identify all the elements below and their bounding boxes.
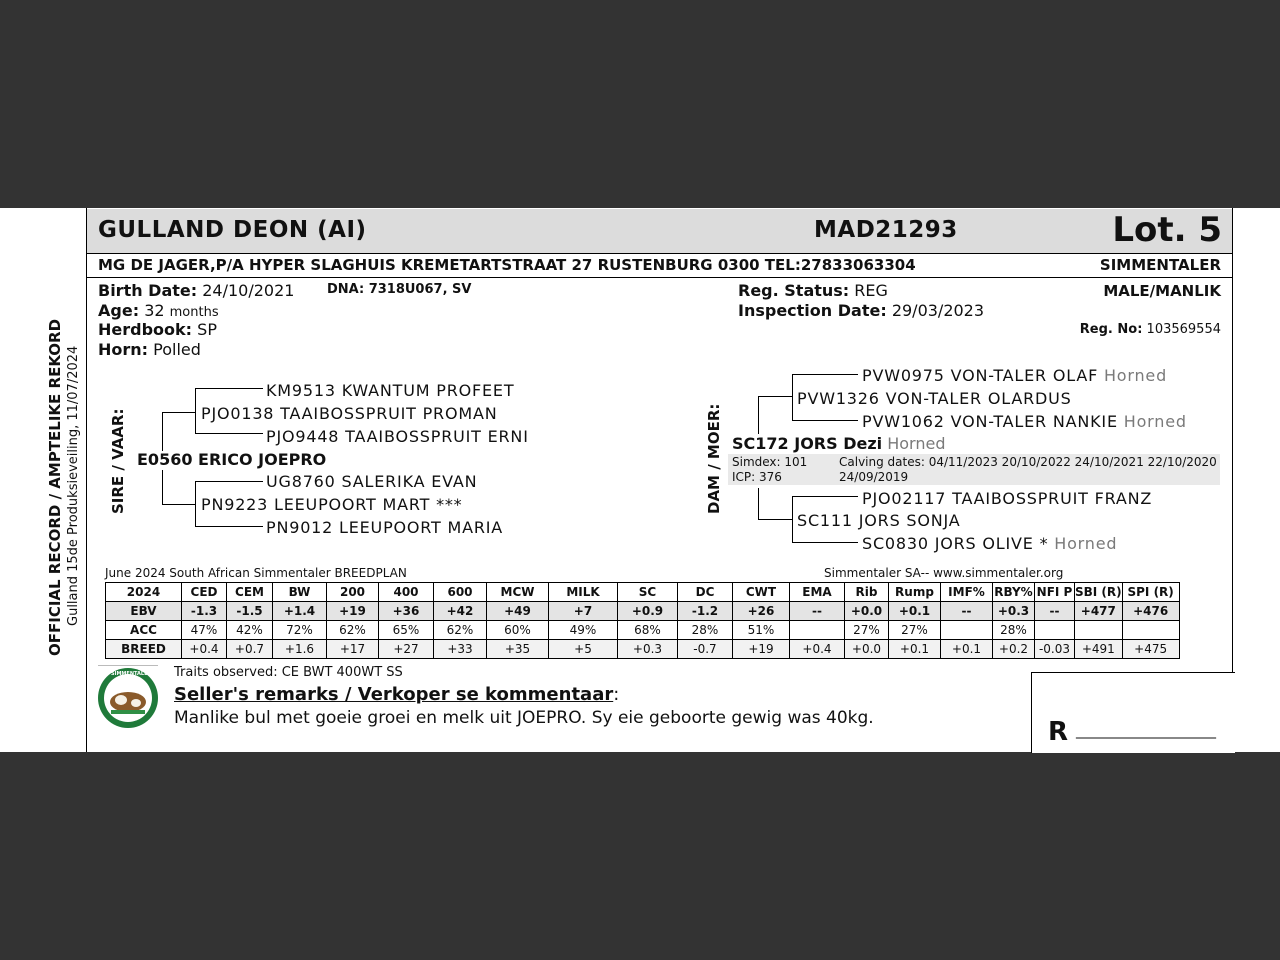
table-cell: 28% xyxy=(678,621,733,640)
dam-dam: SC111 JORS SONJA xyxy=(797,511,961,530)
lot-card xyxy=(0,208,1280,752)
icp: ICP: 376 xyxy=(732,470,782,484)
header-cell: 200 xyxy=(327,583,379,602)
owner-line: MG DE JAGER,P/A HYPER SLAGHUIS KREMETARTSTRAAT 27 RUSTENBURG 0300 TEL:27833063304 xyxy=(98,256,916,274)
table-cell xyxy=(790,621,845,640)
table-cell: 62% xyxy=(327,621,379,640)
table-cell: +0.1 xyxy=(889,602,941,621)
dam-name: SC172 JORS Dezi Horned xyxy=(732,434,946,453)
table-cell: 47% xyxy=(182,621,227,640)
remarks-text: Manlike bul met goeie groei en melk uit JOEPRO. Sy eie geboorte gewig was 40kg. xyxy=(174,708,874,728)
dds-branch xyxy=(792,496,858,497)
logo-divider xyxy=(98,665,158,666)
table-cell: 72% xyxy=(273,621,327,640)
sd-bracket xyxy=(195,481,196,527)
bid-box[interactable] xyxy=(1031,672,1235,753)
header-cell: Rump xyxy=(889,583,941,602)
table-cell: 51% xyxy=(733,621,790,640)
simmentaler-logo xyxy=(97,667,159,729)
table-cell xyxy=(1075,621,1123,640)
table-cell: +0.1 xyxy=(941,640,993,659)
dam-label: DAM / MOER: xyxy=(705,403,723,514)
table-cell xyxy=(1035,621,1075,640)
breed-name: SIMMENTALER xyxy=(1099,256,1221,274)
sex: MALE/MANLIK xyxy=(1103,282,1221,300)
header-cell: DC xyxy=(678,583,733,602)
row-label: ACC xyxy=(106,621,182,640)
header-cell: SBI (R) xyxy=(1075,583,1123,602)
ssd-branch xyxy=(195,433,263,434)
table-cell: 42% xyxy=(227,621,273,640)
row-label: EBV xyxy=(106,602,182,621)
calving-dates: Calving dates: 04/11/2023 20/10/2022 24/10/2021 22/10/2020 xyxy=(839,455,1217,469)
dna-info: DNA: 7318U067, SV xyxy=(327,282,472,297)
sire-dam-sire: UG8760 SALERIKA EVAN xyxy=(266,472,478,491)
breedplan-website: Simmentaler SA-- www.simmentaler.org xyxy=(824,566,1064,580)
table-cell: +36 xyxy=(379,602,434,621)
sss-branch xyxy=(195,388,263,389)
header-cell: CED xyxy=(182,583,227,602)
inspection-date: Inspection Date: 29/03/2023 xyxy=(738,301,985,320)
dam-sire-sire: PVW0975 VON-TALER OLAF Horned xyxy=(862,366,1168,385)
sire-dam-dam: PN9012 LEEUPOORT MARIA xyxy=(266,518,504,537)
traits-observed: Traits observed: CE BWT 400WT SS xyxy=(174,665,403,680)
table-cell: +476 xyxy=(1122,602,1179,621)
dam-branch-top xyxy=(758,396,792,397)
table-cell: +42 xyxy=(434,602,487,621)
table-cell: +17 xyxy=(327,640,379,659)
table-cell: +0.7 xyxy=(227,640,273,659)
table-cell: 68% xyxy=(618,621,678,640)
header-cell: MILK xyxy=(549,583,618,602)
table-cell: +0.2 xyxy=(993,640,1035,659)
table-cell: 62% xyxy=(434,621,487,640)
header-cell: EMA xyxy=(790,583,845,602)
sire-bracket-bottom xyxy=(162,470,163,505)
sire-sire-dam: PJO9448 TAAIBOSSPRUIT ERNI xyxy=(266,427,529,446)
sdd-branch xyxy=(195,526,263,527)
table-cell xyxy=(1122,621,1179,640)
row-label: BREED xyxy=(106,640,182,659)
simdex: Simdex: 101 xyxy=(732,455,808,469)
official-record-label: OFFICIAL RECORD / AMPTELIKE REKORD xyxy=(46,318,64,656)
table-cell: +0.0 xyxy=(845,602,889,621)
table-cell: +0.4 xyxy=(790,640,845,659)
table-cell: -- xyxy=(941,602,993,621)
header-cell: NFI P xyxy=(1035,583,1075,602)
header-cell: SC xyxy=(618,583,678,602)
table-cell: +0.0 xyxy=(845,640,889,659)
table-cell: +475 xyxy=(1122,640,1179,659)
table-cell: 27% xyxy=(889,621,941,640)
table-cell: +26 xyxy=(733,602,790,621)
table-cell: -1.5 xyxy=(227,602,273,621)
header-cell: SPI (R) xyxy=(1122,583,1179,602)
reg-status: Reg. Status: REG xyxy=(738,281,888,300)
table-cell: +0.9 xyxy=(618,602,678,621)
table-cell: -0.7 xyxy=(678,640,733,659)
sire-branch-bottom xyxy=(162,504,195,505)
header-cell: 2024 xyxy=(106,583,182,602)
age: Age: 32 months xyxy=(98,301,219,320)
horn-status: Horn: Polled xyxy=(98,340,201,359)
acc-row xyxy=(106,621,1180,640)
table-cell: 28% xyxy=(993,621,1035,640)
sire-sire: PJO0138 TAAIBOSSPRUIT PROMAN xyxy=(201,404,498,423)
dam-branch-bottom xyxy=(758,519,792,520)
dam-dam-sire: PJO02117 TAAIBOSSPRUIT FRANZ xyxy=(862,489,1153,508)
table-cell: +1.6 xyxy=(273,640,327,659)
table-cell: +491 xyxy=(1075,640,1123,659)
breed-row xyxy=(106,640,1180,659)
table-cell: -- xyxy=(790,602,845,621)
table-cell: +33 xyxy=(434,640,487,659)
header-cell: Rib xyxy=(845,583,889,602)
table-cell: +35 xyxy=(487,640,549,659)
table-cell: +0.1 xyxy=(889,640,941,659)
header-cell: 400 xyxy=(379,583,434,602)
table-cell xyxy=(941,621,993,640)
dam-bracket-bottom xyxy=(758,488,759,520)
sire-name: E0560 ERICO JOEPRO xyxy=(137,450,327,469)
calving-dates-cont: 24/09/2019 xyxy=(839,470,909,484)
sire-sire-sire: KM9513 KWANTUM PROFEET xyxy=(266,381,515,400)
ebv-row xyxy=(106,602,1180,621)
dam-dam-dam: SC0830 JORS OLIVE * Horned xyxy=(862,534,1118,553)
remarks-heading: Seller's remarks / Verkoper se kommentaar: xyxy=(174,684,620,705)
table-cell: 60% xyxy=(487,621,549,640)
dsd-branch xyxy=(792,420,858,421)
logo-text: SIMMENTALER xyxy=(111,671,152,677)
sale-label: Gulland 15de Produksieveiling, 11/07/2024 xyxy=(66,345,81,626)
header-cell: CEM xyxy=(227,583,273,602)
header-cell: BW xyxy=(273,583,327,602)
header-cell: CWT xyxy=(733,583,790,602)
dam-sire: PVW1326 VON-TALER OLARDUS xyxy=(797,389,1072,408)
dam-sire-dam: PVW1062 VON-TALER NANKIE Horned xyxy=(862,412,1187,431)
table-cell: +49 xyxy=(487,602,549,621)
bid-line: ____________________ xyxy=(1076,723,1216,739)
lot-number: Lot. 5 xyxy=(1112,210,1222,250)
header-cell: IMF% xyxy=(941,583,993,602)
dd-bracket xyxy=(792,496,793,543)
ddd-branch xyxy=(792,542,858,543)
table-cell: -1.2 xyxy=(678,602,733,621)
header-cell: MCW xyxy=(487,583,549,602)
table-cell: 27% xyxy=(845,621,889,640)
table-cell: +1.4 xyxy=(273,602,327,621)
animal-name: GULLAND DEON (AI) xyxy=(98,217,367,243)
herdbook: Herdbook: SP xyxy=(98,320,217,339)
birth-date: Birth Date: 24/10/2021 xyxy=(98,281,295,300)
ebv-table xyxy=(105,582,1180,659)
header-cell: 600 xyxy=(434,583,487,602)
table-cell: -- xyxy=(1035,602,1075,621)
sire-dam: PN9223 LEEUPOORT MART *** xyxy=(201,495,463,514)
sds-branch xyxy=(195,481,263,482)
table-cell: 49% xyxy=(549,621,618,640)
header-cell: RBY% xyxy=(993,583,1035,602)
table-cell: +19 xyxy=(327,602,379,621)
ebv-header-row xyxy=(106,583,1180,602)
animal-id: MAD21293 xyxy=(814,217,958,243)
dss-branch xyxy=(792,374,858,375)
sire-label: SIRE / VAAR: xyxy=(109,408,127,514)
table-cell: 65% xyxy=(379,621,434,640)
table-cell: +5 xyxy=(549,640,618,659)
table-cell: +0.3 xyxy=(993,602,1035,621)
reg-number: Reg. No: 103569554 xyxy=(1079,322,1221,337)
table-cell: -0.03 xyxy=(1035,640,1075,659)
sire-branch-top xyxy=(162,412,195,413)
breedplan-caption: June 2024 South African Simmentaler BREEDPLAN xyxy=(105,566,407,580)
table-cell: +7 xyxy=(549,602,618,621)
table-cell: +0.3 xyxy=(618,640,678,659)
table-cell: +0.4 xyxy=(182,640,227,659)
sire-bracket-top xyxy=(162,412,163,451)
ds-bracket xyxy=(792,374,793,421)
table-cell: +477 xyxy=(1075,602,1123,621)
bid-currency: R xyxy=(1048,717,1069,747)
dam-bracket-top xyxy=(758,396,759,434)
ss-bracket xyxy=(195,388,196,434)
table-cell: +19 xyxy=(733,640,790,659)
table-cell: -1.3 xyxy=(182,602,227,621)
table-cell: +27 xyxy=(379,640,434,659)
